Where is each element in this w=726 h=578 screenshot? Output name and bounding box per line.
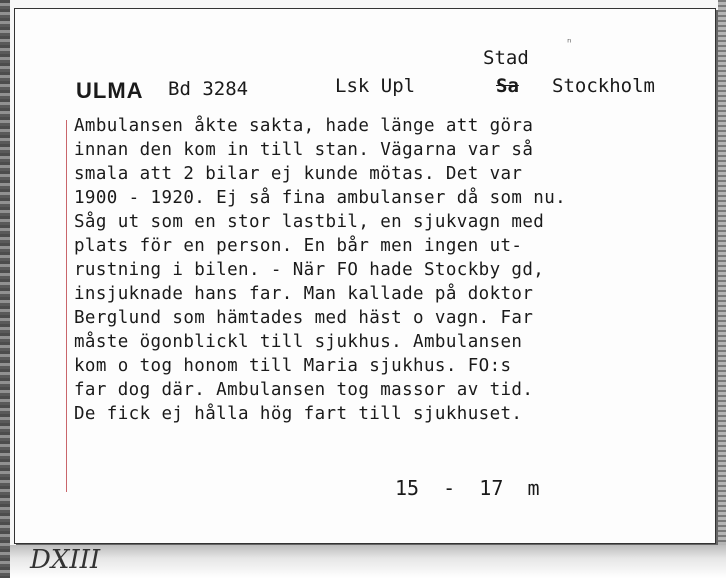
scan-right-edge [718,0,726,578]
text-line: smala att 2 bilar ej kunde mötas. Det var [74,164,523,184]
archive-stamp: DXIII [30,545,101,575]
scan-left-edge [0,0,10,578]
text-line: Berglund som hämtades med häst o vagn. Far [74,308,534,328]
text-line: kom o tog honom till Maria sjukhus. FO:s [74,356,512,376]
text-line: innan den kom in till stan. Vägarna var så [74,140,534,160]
archive-code: ULMA [76,78,144,103]
struck-sa-label: Sa [496,75,519,97]
record-text [74,114,566,426]
stray-ink-mark: ⁿ [566,36,573,49]
stad-label: Stad [483,47,529,69]
reference-number: Bd 3284 [168,78,249,100]
text-line: Såg ut som en stor lastbil, en sjukvagn med [74,212,545,232]
text-line: 1900 - 1920. Ej så fina ambulanser då som nu. [74,188,567,208]
record-date: 15 - 17 m [395,476,540,500]
text-line: De fick ej hålla hög fart till sjukhuset. [74,404,523,424]
text-line: måste ögonblickl till sjukhus. Ambulansen [74,332,523,352]
text-line: rustning i bilen. - När FO hade Stockby gd, [74,260,545,280]
parish-label: Lsk Upl [335,75,416,97]
text-line: plats för en person. En bår men ingen ut- [74,236,523,256]
text-line: insjuknade hans far. Man kallade på doktor [74,284,534,304]
city-name: Stockholm [552,75,655,97]
text-line: Ambulansen åkte sakta, hade länge att göra [74,116,534,136]
scan-bottom-edge [10,545,726,578]
text-line: far dog där. Ambulansen tog massor av tid. [74,380,534,400]
margin-rule [66,120,67,492]
